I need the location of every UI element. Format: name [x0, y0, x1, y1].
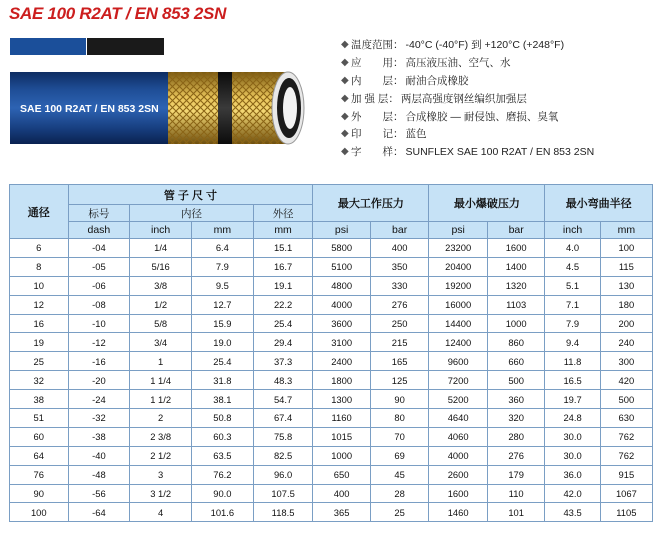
table-cell: 1 1/4: [130, 371, 192, 390]
table-cell: 420: [600, 371, 652, 390]
table-cell: 28: [370, 484, 429, 503]
table-cell: 51: [10, 409, 69, 428]
table-cell: 9600: [429, 352, 488, 371]
table-cell: -64: [68, 503, 130, 522]
table-cell: 4.5: [545, 257, 600, 276]
table-cell: 90: [370, 390, 429, 409]
table-cell: 500: [487, 371, 544, 390]
table-cell: 5.1: [545, 276, 600, 295]
spec-row: [341, 89, 653, 107]
bullet-icon: ◆: [341, 110, 349, 122]
table-cell: 1105: [600, 503, 652, 522]
table-cell: 300: [600, 352, 652, 371]
table-cell: 1/2: [130, 295, 192, 314]
table-cell: 54.7: [253, 390, 313, 409]
table-cell: 16.7: [253, 257, 313, 276]
table-cell: 50.8: [192, 409, 254, 428]
table-cell: 10: [10, 276, 69, 295]
spec-separator: ：: [393, 128, 404, 141]
table-cell: 80: [370, 409, 429, 428]
table-cell: 5100: [313, 257, 370, 276]
col-header-working-pressure: 最大工作压力: [313, 185, 429, 222]
table-cell: 76.2: [192, 465, 254, 484]
table-cell: 1000: [487, 314, 544, 333]
table-cell: 90: [10, 484, 69, 503]
table-row: [10, 371, 653, 390]
spec-separator: ：: [393, 110, 404, 123]
table-cell: -10: [68, 314, 130, 333]
hose-print-text: SAE 100 R2AT / EN 853 2SN: [20, 103, 159, 115]
table-cell: 915: [600, 465, 652, 484]
unit-header: bar: [370, 222, 429, 239]
table-cell: 25: [370, 503, 429, 522]
table-cell: 101: [487, 503, 544, 522]
table-cell: 16000: [429, 295, 488, 314]
table-row: [10, 484, 653, 503]
spec-separator: ：: [393, 146, 404, 159]
table-cell: 31.8: [192, 371, 254, 390]
table-cell: 118.5: [253, 503, 313, 522]
table-cell: 1800: [313, 371, 370, 390]
table-row: [10, 390, 653, 409]
table-cell: 200: [600, 314, 652, 333]
table-cell: 5800: [313, 239, 370, 258]
page-title: SAE 100 R2AT / EN 853 2SN: [9, 4, 227, 23]
spec-row: [341, 54, 653, 72]
table-cell: 38.1: [192, 390, 254, 409]
table-cell: 32: [10, 371, 69, 390]
spec-row: [341, 125, 653, 143]
table-cell: 2 1/2: [130, 446, 192, 465]
unit-header: mm: [253, 222, 313, 239]
color-swatch-blue: [10, 38, 86, 55]
spec-value: 合成橡胶 — 耐侵蚀、磨损、臭氧: [405, 110, 559, 123]
bullet-icon: ◆: [341, 74, 349, 86]
table-cell: 500: [600, 390, 652, 409]
table-cell: 7200: [429, 371, 488, 390]
table-cell: 4640: [429, 409, 488, 428]
table-cell: 1160: [313, 409, 370, 428]
col-header-outer-diameter: 外径: [253, 205, 313, 222]
spec-value: -40°C (-40°F) 到 +120°C (+248°F): [405, 39, 565, 52]
table-cell: 1103: [487, 295, 544, 314]
table-cell: 15.9: [192, 314, 254, 333]
table-cell: 762: [600, 427, 652, 446]
table-cell: 179: [487, 465, 544, 484]
table-cell: 280: [487, 427, 544, 446]
table-cell: 1015: [313, 427, 370, 446]
spec-value: 耐油合成橡胶: [405, 74, 469, 87]
table-cell: 67.4: [253, 409, 313, 428]
spec-value: SUNFLEX SAE 100 R2AT / EN 853 2SN: [405, 145, 595, 158]
table-cell: 3/4: [130, 333, 192, 352]
unit-header: bar: [487, 222, 544, 239]
table-cell: 2600: [429, 465, 488, 484]
unit-header: inch: [130, 222, 192, 239]
table-cell: 19.1: [253, 276, 313, 295]
col-header-dash: 标号: [68, 205, 130, 222]
table-cell: 23200: [429, 239, 488, 258]
spec-key: 温度范围: [351, 39, 393, 52]
table-cell: 15.1: [253, 239, 313, 258]
table-cell: 75.8: [253, 427, 313, 446]
bullet-icon: ◆: [341, 146, 349, 158]
table-cell: 2 3/8: [130, 427, 192, 446]
table-cell: 63.5: [192, 446, 254, 465]
table-cell: 360: [487, 390, 544, 409]
table-cell: 4000: [313, 295, 370, 314]
table-cell: 2: [130, 409, 192, 428]
table-cell: -12: [68, 333, 130, 352]
unit-header: dash: [68, 222, 130, 239]
table-cell: 45: [370, 465, 429, 484]
table-row: [10, 446, 653, 465]
table-cell: 7.1: [545, 295, 600, 314]
spec-table: [9, 184, 653, 522]
spec-key: 印 记: [351, 128, 393, 141]
unit-header: inch: [545, 222, 600, 239]
table-cell: 365: [313, 503, 370, 522]
table-cell: 36.0: [545, 465, 600, 484]
table-cell: 25.4: [192, 352, 254, 371]
table-row: [10, 352, 653, 371]
table-cell: -16: [68, 352, 130, 371]
table-cell: 1460: [429, 503, 488, 522]
unit-header: mm: [600, 222, 652, 239]
spec-key: 内 层: [351, 74, 393, 87]
col-header-bend-radius: 最小弯曲半径: [545, 185, 653, 222]
table-cell: 82.5: [253, 446, 313, 465]
table-cell: 5200: [429, 390, 488, 409]
table-cell: -38: [68, 427, 130, 446]
table-cell: 115: [600, 257, 652, 276]
unit-header: psi: [313, 222, 370, 239]
col-header-inner-diameter: 内径: [130, 205, 253, 222]
table-cell: 400: [313, 484, 370, 503]
table-cell: 9.4: [545, 333, 600, 352]
table-cell: 30.0: [545, 446, 600, 465]
table-cell: 276: [370, 295, 429, 314]
spec-row: [341, 143, 653, 161]
table-row: [10, 257, 653, 276]
bullet-icon: ◆: [341, 92, 349, 104]
table-cell: 1000: [313, 446, 370, 465]
table-cell: 1400: [487, 257, 544, 276]
table-row: [10, 409, 653, 428]
col-header-group-size: 管 子 尺 寸: [68, 185, 313, 205]
table-cell: 48.3: [253, 371, 313, 390]
table-cell: 630: [600, 409, 652, 428]
table-cell: 4.0: [545, 239, 600, 258]
color-swatch-black: [87, 38, 164, 55]
spec-value: 高压液压油、空气、水: [405, 57, 511, 70]
table-cell: 5/8: [130, 314, 192, 333]
table-cell: 4800: [313, 276, 370, 295]
table-cell: 19: [10, 333, 69, 352]
col-header-dn: 通径: [10, 185, 69, 239]
table-cell: 4000: [429, 446, 488, 465]
table-row: [10, 276, 653, 295]
spec-separator: ：: [393, 57, 404, 70]
table-cell: 25.4: [253, 314, 313, 333]
spec-separator: ：: [393, 74, 404, 87]
spec-row: [341, 72, 653, 90]
spec-key: 外 层: [351, 110, 393, 123]
table-cell: 24.8: [545, 409, 600, 428]
spec-separator: ：: [388, 92, 399, 105]
table-cell: 165: [370, 352, 429, 371]
table-cell: 37.3: [253, 352, 313, 371]
table-cell: 7.9: [545, 314, 600, 333]
table-cell: 1: [130, 352, 192, 371]
table-cell: 6: [10, 239, 69, 258]
table-cell: 1 1/2: [130, 390, 192, 409]
table-cell: 3/8: [130, 276, 192, 295]
table-row: [10, 465, 653, 484]
table-cell: 330: [370, 276, 429, 295]
spec-separator: ：: [393, 39, 404, 52]
table-cell: 30.0: [545, 427, 600, 446]
table-cell: -32: [68, 409, 130, 428]
table-cell: 762: [600, 446, 652, 465]
table-cell: 8: [10, 257, 69, 276]
table-cell: 22.2: [253, 295, 313, 314]
table-row: [10, 333, 653, 352]
table-cell: 64: [10, 446, 69, 465]
table-cell: 7.9: [192, 257, 254, 276]
table-cell: 42.0: [545, 484, 600, 503]
table-cell: 180: [600, 295, 652, 314]
table-cell: 107.5: [253, 484, 313, 503]
unit-header: mm: [192, 222, 254, 239]
table-row: [10, 427, 653, 446]
table-cell: 3 1/2: [130, 484, 192, 503]
spec-row: [341, 107, 653, 125]
table-cell: 320: [487, 409, 544, 428]
table-cell: 20400: [429, 257, 488, 276]
table-cell: 43.5: [545, 503, 600, 522]
table-cell: 660: [487, 352, 544, 371]
bullet-icon: ◆: [341, 128, 349, 140]
table-cell: -48: [68, 465, 130, 484]
table-cell: -05: [68, 257, 130, 276]
table-cell: 1300: [313, 390, 370, 409]
table-cell: 650: [313, 465, 370, 484]
table-cell: 3100: [313, 333, 370, 352]
table-cell: 96.0: [253, 465, 313, 484]
table-cell: 860: [487, 333, 544, 352]
table-cell: 12: [10, 295, 69, 314]
table-cell: 60: [10, 427, 69, 446]
table-cell: 1600: [429, 484, 488, 503]
spec-value: 蓝色: [405, 128, 427, 141]
table-cell: 90.0: [192, 484, 254, 503]
table-cell: 29.4: [253, 333, 313, 352]
table-cell: 240: [600, 333, 652, 352]
table-cell: 76: [10, 465, 69, 484]
table-cell: 2400: [313, 352, 370, 371]
table-cell: -08: [68, 295, 130, 314]
table-cell: 100: [600, 239, 652, 258]
table-cell: 125: [370, 371, 429, 390]
table-cell: 12.7: [192, 295, 254, 314]
spec-list: [341, 36, 653, 161]
table-cell: 400: [370, 239, 429, 258]
table-cell: 215: [370, 333, 429, 352]
table-cell: 11.8: [545, 352, 600, 371]
table-cell: 1600: [487, 239, 544, 258]
table-cell: 25: [10, 352, 69, 371]
table-cell: 100: [10, 503, 69, 522]
table-cell: 60.3: [192, 427, 254, 446]
table-cell: 1320: [487, 276, 544, 295]
table-cell: 101.6: [192, 503, 254, 522]
table-cell: 5/16: [130, 257, 192, 276]
table-cell: 250: [370, 314, 429, 333]
table-cell: -24: [68, 390, 130, 409]
table-cell: -06: [68, 276, 130, 295]
spec-key: 字 样: [351, 146, 393, 159]
table-cell: 4: [130, 503, 192, 522]
table-cell: 1/4: [130, 239, 192, 258]
table-cell: 69: [370, 446, 429, 465]
spec-value: 两层高强度钢丝编织加强层: [400, 92, 527, 105]
bullet-icon: ◆: [341, 39, 349, 51]
table-cell: 1067: [600, 484, 652, 503]
table-row: [10, 295, 653, 314]
table-cell: 110: [487, 484, 544, 503]
table-cell: 3600: [313, 314, 370, 333]
table-cell: 3: [130, 465, 192, 484]
table-row: [10, 503, 653, 522]
spec-row: [341, 36, 653, 54]
table-cell: 4060: [429, 427, 488, 446]
bullet-icon: ◆: [341, 57, 349, 69]
table-cell: 16.5: [545, 371, 600, 390]
table-cell: 12400: [429, 333, 488, 352]
table-cell: -40: [68, 446, 130, 465]
table-cell: 19.0: [192, 333, 254, 352]
table-cell: 19.7: [545, 390, 600, 409]
col-header-burst-pressure: 最小爆破压力: [429, 185, 545, 222]
table-cell: 70: [370, 427, 429, 446]
table-cell: 276: [487, 446, 544, 465]
table-row: [10, 314, 653, 333]
table-cell: 9.5: [192, 276, 254, 295]
table-cell: -56: [68, 484, 130, 503]
table-cell: -04: [68, 239, 130, 258]
table-cell: 16: [10, 314, 69, 333]
spec-key: 应 用: [351, 57, 393, 70]
spec-key: 加 强 层: [351, 92, 389, 105]
hose-image: [8, 62, 312, 154]
table-cell: 38: [10, 390, 69, 409]
table-cell: 19200: [429, 276, 488, 295]
table-cell: -20: [68, 371, 130, 390]
table-cell: 130: [600, 276, 652, 295]
table-cell: 14400: [429, 314, 488, 333]
table-cell: 350: [370, 257, 429, 276]
unit-header: psi: [429, 222, 488, 239]
table-row: [10, 239, 653, 258]
table-cell: 6.4: [192, 239, 254, 258]
